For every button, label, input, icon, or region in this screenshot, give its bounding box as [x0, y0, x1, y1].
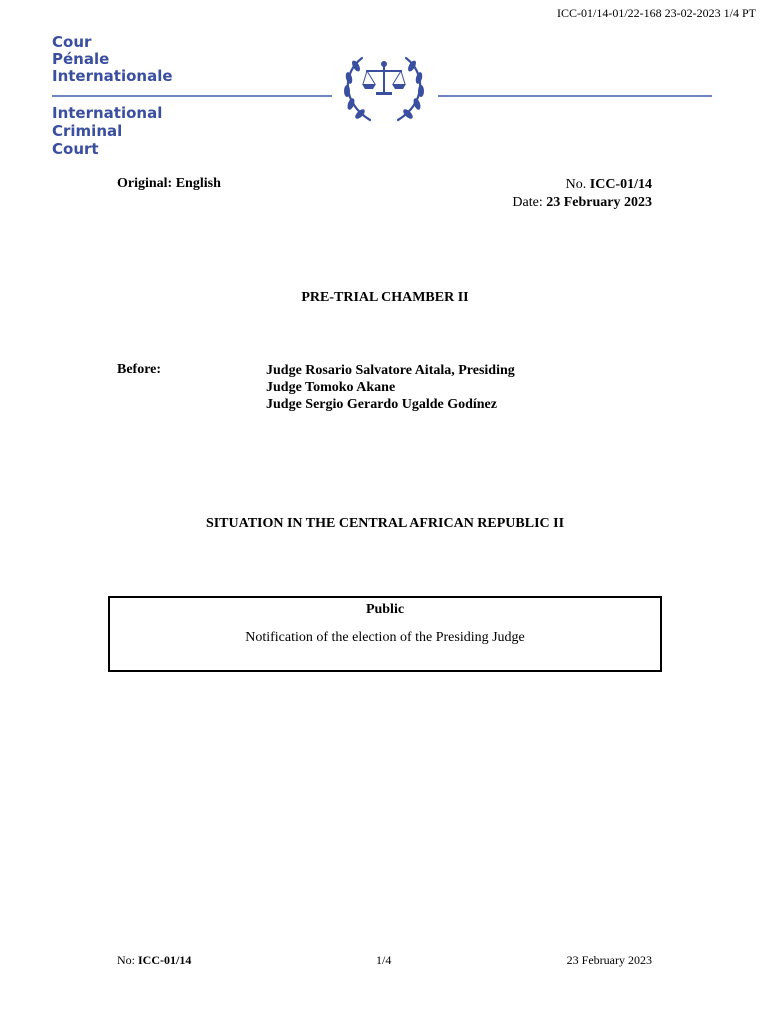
- chamber-heading: PRE-TRIAL CHAMBER II: [301, 290, 469, 305]
- case-date-value: 23 February 2023: [546, 195, 652, 210]
- original-language-text: Original: English: [117, 176, 221, 191]
- judge-entry: Judge Tomoko Akane: [266, 380, 396, 395]
- court-name-english: [52, 104, 162, 158]
- judge-entry: Judge Rosario Salvatore Aitala, Presiding: [266, 363, 515, 378]
- judges-list: [266, 362, 515, 413]
- classification-label: Public: [365, 602, 405, 617]
- situation-heading: SITUATION IN THE CENTRAL AFRICAN REPUBLIC II: [205, 516, 565, 531]
- before-label: Before:: [117, 362, 162, 377]
- case-number-line: [512, 176, 652, 194]
- logo-line: Cour: [52, 33, 92, 51]
- footer-case-number: [117, 953, 191, 968]
- logo-divider-left: [52, 95, 332, 97]
- judge-entry: Judge Sergio Gerardo Ugalde Godínez: [266, 397, 497, 412]
- logo-line: Internationale: [52, 67, 173, 85]
- document-identifier: ICC-01/14-01/22-168 23-02-2023 1/4 PT: [557, 6, 756, 20]
- document-title: Notification of the election of the Presiding Judge: [245, 630, 525, 645]
- document-title-box: [108, 596, 662, 672]
- court-name-french: [52, 34, 173, 85]
- case-date-line: [512, 194, 652, 212]
- case-number-value: ICC-01/14: [589, 177, 652, 192]
- footer-no-value: ICC-01/14: [138, 953, 192, 967]
- logo-divider-right: [438, 95, 712, 97]
- footer-no-label: No:: [117, 953, 135, 967]
- logo-line: Court: [52, 140, 99, 158]
- scales-of-justice-icon: [332, 48, 436, 128]
- logo-line: Criminal: [52, 122, 123, 140]
- case-number-label: No.: [565, 177, 587, 192]
- logo-line: International: [52, 104, 163, 122]
- footer-page-number: 1/4: [376, 953, 392, 967]
- footer-date: 23 February 2023: [566, 953, 652, 967]
- logo-line: Pénale: [52, 50, 110, 68]
- case-reference-block: [512, 176, 652, 212]
- case-date-label: Date:: [512, 195, 543, 210]
- original-language: [117, 176, 221, 192]
